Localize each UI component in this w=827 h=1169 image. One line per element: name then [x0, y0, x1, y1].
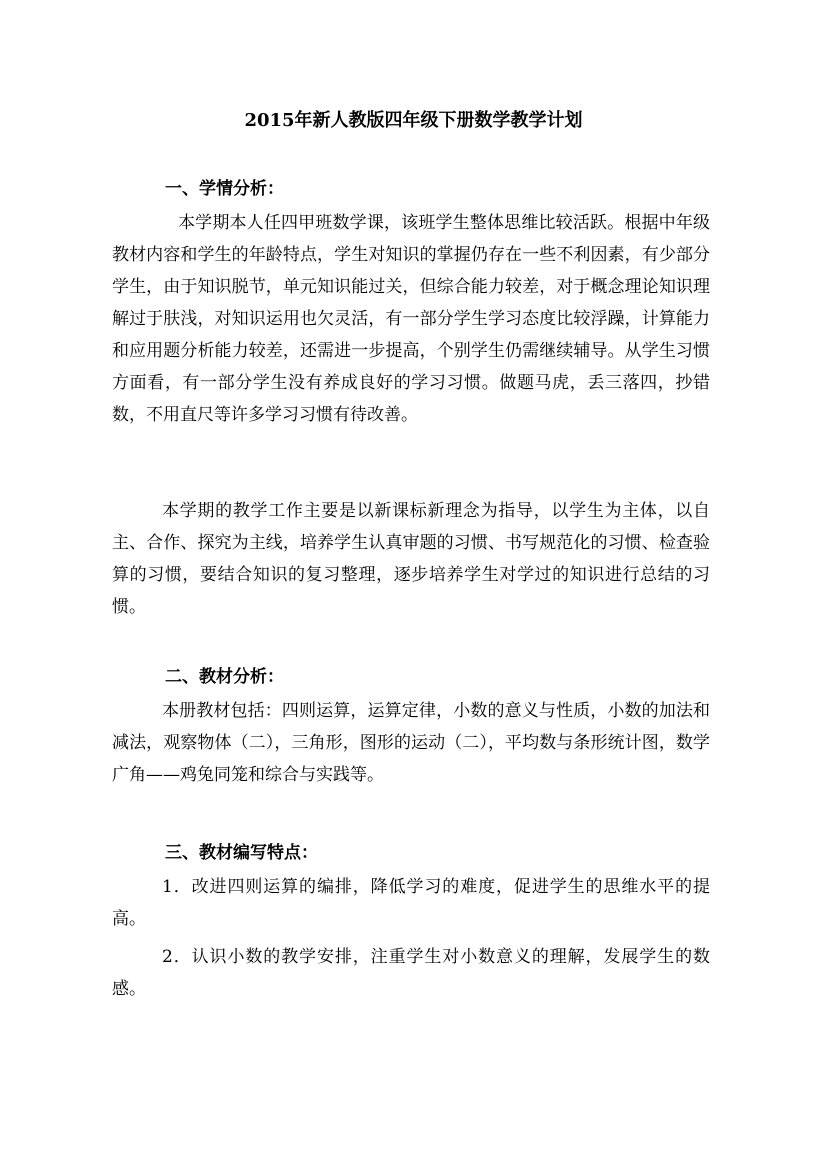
paragraph-learning-analysis-2: 本学期的教学工作主要是以新课标新理念为指导，以学生为主体，以自主、合作、探究为主线，培养学生认真审题的习惯、书写规范化的习惯、检查验算的习惯，要结合知识的复习整理，逐步培养学生对学过的知识进行总结的习惯。 [112, 501, 710, 617]
paragraph-feature-1: 1．改进四则运算的编排，降低学习的难度，促进学生的思维水平的提高。 [112, 877, 710, 929]
paragraph-feature-2: 2．认识小数的教学安排，注重学生对小数意义的理解，发展学生的数感。 [112, 947, 710, 999]
section-heading-textbook-features: 三、教材编写特点： [165, 843, 318, 863]
paragraph-learning-analysis-1: 本学期本人任四甲班数学课，该班学生整体思维比较活跃。根据中年级教材内容和学生的年龄特点，学生对知识的掌握仍存在一些不利因素，有少部分学生，由于知识脱节，单元知识能过关，但综合能力较差，对于概念理论知识理解过于肤浅，对知识运用也欠灵活，有一部分学生学习态度比较浮躁，计算能力和应用题分析能力较差，还需进一步提高，个别学生仍需继续辅导。从学生习惯方面看，有一部分学生没有养成良好的学习习惯。做题马虎，丢三落四，抄错数，不用直尺等许多学习习惯有待改善。 [112, 213, 710, 425]
paragraph-textbook-analysis: 本册教材包括：四则运算，运算定律，小数的意义与性质，小数的加法和减法，观察物体（二），三角形，图形的运动（二），平均数与条形统计图，数学广角——鸡兔同笼和综合与实践等。 [112, 701, 710, 785]
section-heading-learning-analysis: 一、学情分析： [165, 179, 284, 199]
document-title: 2015年新人教版四年级下册数学教学计划 [244, 110, 583, 131]
section-heading-textbook-analysis: 二、教材分析： [165, 667, 284, 687]
